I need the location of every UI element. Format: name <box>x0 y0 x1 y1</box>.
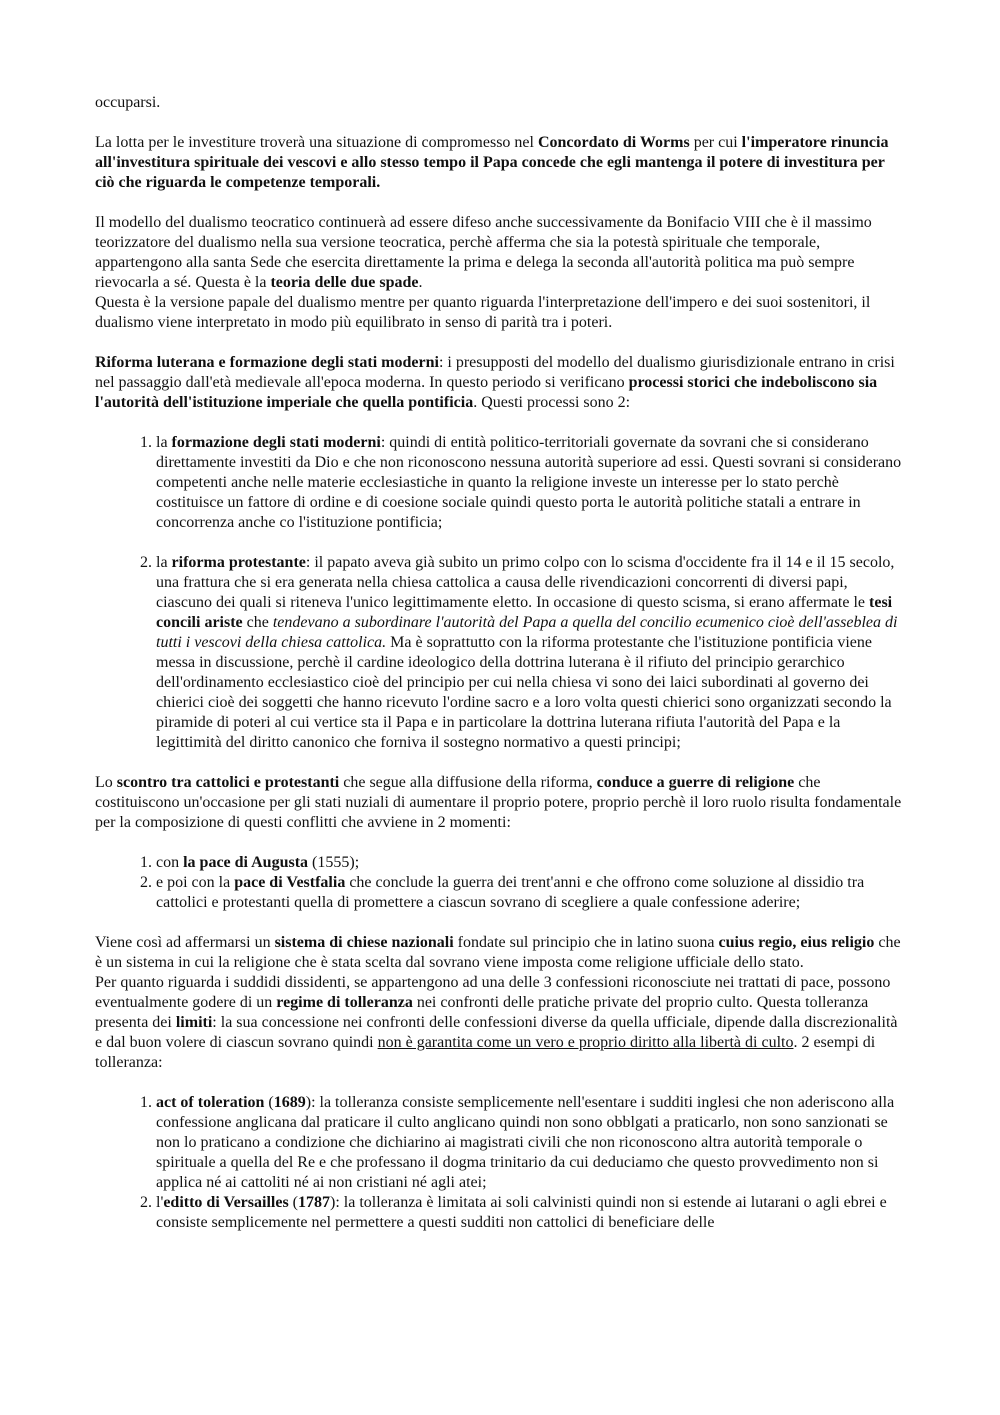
list-item-riforma-protestante: 2. la riforma protestante: il papato aveva già subito un primo colpo con lo scisma d'occidente fra il 14 e il 15 secolo, una frattura che si era generata nella chiesa cattolica a causa delle rivendicazioni concorrenti di diversi papi, ciascuno dei quali si riteneva l'unico legittimamente eletto. In occasione di questo scisma, si erano affermate le tesi concili ariste che tendevano a subordinare l'autorità del Papa a quella del concilio ecumenico cioè dell'asseblea di tutti i vescovi della chiesa cattolica. Ma è soprattutto con la riforma protestante che l'istituzione pontificia viene messa in discussione, perchè il cardine ideologico della dottrina luterana è il rifiuto del principio gerarchico dell'ordinamento ecclesiastico cioè del principio per cui nella chiesa vi sono dei laici subordinati al governo dei chierici cioè dei soggetti che hanno ricevuto l'ordine sacro e a loro volta questi chierici sono organizzati secondo la piramide di poteri al cui vertice sta il Papa e in particolare la dottrina luterana rifiuta l'autorità del Papa e la legittimità del diritto canonico che forniva il sostegno normativo a questi principi; <box>156 553 905 753</box>
paragraph-scontro-cattolici-protestanti: Lo scontro tra cattolici e protestanti che segue alla diffusione della riforma, conduce a guerre di religione che costituiscono un'occasione per gli stati nuziali di aumentare il proprio potere, proprio perchè il loro ruolo risulta fondamentale per la composizione di questi conflitti che avviene in 2 momenti: <box>95 774 902 831</box>
list-processi <box>95 433 905 753</box>
bold-concordato-di-worms: Concordato di Worms <box>537 134 690 151</box>
paragraph-chiese-nazionali: Viene così ad affermarsi un sistema di chiese nazionali fondate sul principio che in latino suona cuius regio, eius religio che è un sistema in cui la religione che è stata scelta dal sovrano viene imposta come religione ufficiale dello stato. Per quanto riguarda i suddidi dissidenti, se appartengono ad una delle 3 confessioni riconosciute nei trattati di pace, possono eventualmente godere di un regime di tolleranza nei confronti delle pratiche private del proprio culto. Questa tolleranza presenta dei limiti: la sua concessione nei confronti delle confessioni diverse da quella ufficiale, dipende dalla discrezionalità e dal buon volere di ciascun sovrano quindi non è garantita come un vero e proprio diritto alla libertà di culto. 2 esempi di tolleranza: <box>95 934 901 1071</box>
paragraph-concordato-worms: La lotta per le investiture troverà una situazione di compromesso nel Concordato di Worms per cui l'imperatore rinuncia all'investitura spirituale dei vescovi e allo stesso tempo il Papa concede che egli mantenga il potere di investitura per ciò che riguarda le competenze temporali. <box>95 134 889 191</box>
list-item-stati-moderni: 1. la formazione degli stati moderni: quindi di entità politico-territoriali governate da sovrani che si considerano direttamente investiti da Dio e che non riconoscono nessuna autorità superiore ad essi. Questi sovrani si considerano competenti anche nelle materie ecclesiastiche in quanto la religione investe un interesse per lo stato perchè costituisce un fattore di ordine e di coesione sociale quindi questo porta le autorità politiche statali a entrare in concorrenza anche co l'istituzione pontificia; <box>156 433 905 533</box>
paragraph-continuation: occuparsi. <box>95 94 161 111</box>
bold-teoria-due-spade: teoria delle due spade <box>270 274 419 291</box>
list-item-pace-vestfalia: 2. e poi con la pace di Vestfalia che conclude la guerra dei trent'anni e che offrono come soluzione al dissidio tra cattolici e protestanti quella di promettere a ciascun sovrano di scegliere a quale confessione aderire; <box>156 873 905 913</box>
bold-processi-storici: processi storici che indeboliscono sia l'autorità dell'istituzione imperiale che quella pontificia <box>95 374 878 411</box>
paragraph-riforma-luterana: Riforma luterana e formazione degli stati moderni: i presupposti del modello del dualismo giurisdizionale entrano in crisi nel passaggio dall'età medievale all'epoca moderna. In questo periodo si verificano processi storici che indeboliscono sia l'autorità dell'istituzione imperiale che quella pontificia. Questi processi sono 2: <box>95 354 895 411</box>
list-item-pace-augusta: 1. con la pace di Augusta (1555); <box>156 853 905 873</box>
list-paci <box>95 853 905 913</box>
bold-riforma-luterana-heading: Riforma luterana e formazione degli stati moderni <box>95 354 439 371</box>
paragraph-dualismo-teocratico: Il modello del dualismo teocratico continuerà ad essere difeso anche successivamente da Bonifacio VIII che è il massimo teorizzatore del dualismo nella sua versione teocratica, perchè afferma che sia la potestà spirituale che temporale, appartengono alla santa Sede che esercita direttamente la prima e delega la seconda all'autorità politica ma può sempre rievocarla a sé. Questa è la teoria delle due spade. Questa è la versione papale del dualismo mentre per quanto riguarda l'interpretazione dell'impero e dei suoi sostenitori, il dualismo viene interpretato in modo più equilibrato in senso di parità tra i poteri. <box>95 214 872 331</box>
list-esempi-tolleranza <box>95 1093 905 1233</box>
list-item-act-of-toleration: 1. act of toleration (1689): la tolleranza consiste semplicemente nell'esentare i sudditi inglesi che non aderiscono alla confessione anglicana dal praticare il culto anglicano quindi non sono obblgati a praticarlo, non sono sanzionati se non lo praticano a condizione che dichiarino ai magistrati civili che non riconoscono altra autorità temporale o spirituale a quella del Re e che professano il dogma trinitario da cui deduciamo che questo provvedimento non si applica né ai cattoliti né ai non cristiani né agli atei; <box>156 1093 905 1193</box>
underlined-liberta-culto: non è garantita come un vero e proprio diritto alla libertà di culto <box>377 1034 794 1051</box>
italic-conciliarismo: tendevano a subordinare l'autorità del Papa a quella del concilio ecumenico cioè dell'asseblea di tutti i vescovi della chiesa cattolica. <box>156 614 898 651</box>
list-item-editto-versailles: 2. l'editto di Versailles (1787): la tolleranza è limitata ai soli calvinisti quindi non si estende ai lutarani o agli ebrei e consiste semplicemente nel permettere a questi sudditi non cattolici di beneficiare delle <box>156 1193 905 1233</box>
bold-imperatore-rinuncia: l'imperatore rinuncia all'investitura spirituale dei vescovi e allo stesso tempo il Papa concede che egli mantenga il potere di investitura per ciò che riguarda le competenze temporali. <box>95 134 889 191</box>
